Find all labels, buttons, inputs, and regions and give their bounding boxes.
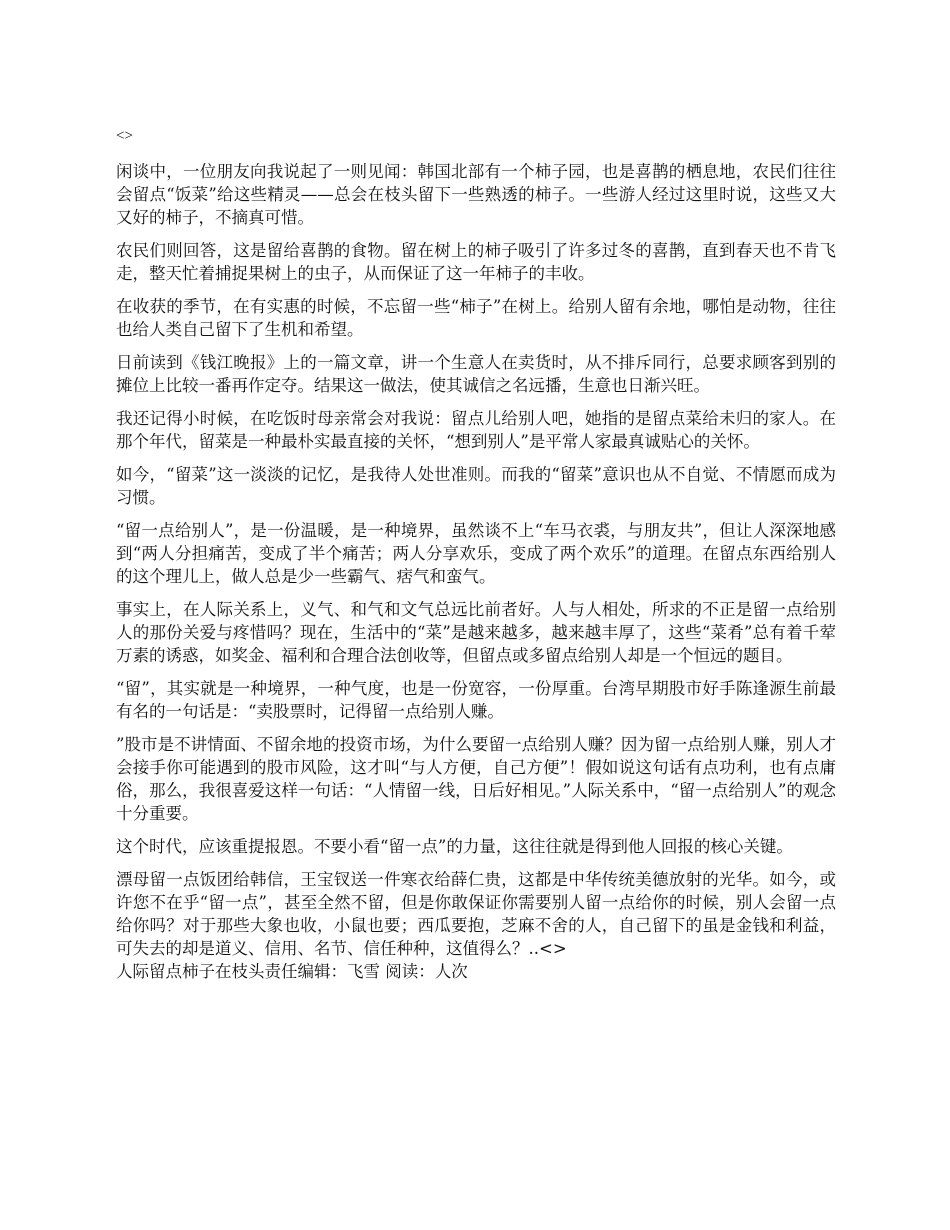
top-marker: <>	[116, 128, 133, 144]
paragraph-9: “留”，其实就是一种境界，一种气度，也是一份宽容，一份厚重。台湾早期股市好手陈逢源生前最有名的一句话是：“卖股票时，记得留一点给别人赚。	[116, 679, 836, 721]
paragraph-2: 农民们则回答，这是留给喜鹊的食物。留在树上的柿子吸引了许多过冬的喜鹊，直到春天也不肯飞走，整天忙着捕捉果树上的虫子，从而保证了这一年柿子的丰收。	[116, 241, 836, 283]
paragraph-8: 事实上，在人际关系上，义气、和气和文气总远比前者好。人与人相处，所求的不正是留一点给别人的那份关爱与疼惜吗？现在，生活中的“菜”是越来越多，越来越丰厚了，这些“菜肴”总有着千荤万素的诱惑，如奖金、福利和合理合法创收等，但留点或多留点给别人却是一个恒远的题目。	[116, 600, 836, 665]
paragraph-4: 日前读到《钱江晚报》上的一篇文章，讲一个生意人在卖货时，从不排斥同行，总要求顾客到别的摊位上比较一番再作定夺。结果这一做法，使其诚信之名远播，生意也日渐兴旺。	[116, 353, 836, 395]
paragraph-1: 闲谈中，一位朋友向我说起了一则见闻：韩国北部有一个柿子园，也是喜鹊的栖息地，农民们往往会留点“饭菜”给这些精灵——总会在枝头留下一些熟透的柿子。一些游人经过这里时说，这些又大又好的柿子，不摘真可惜。	[116, 162, 836, 227]
document-body	[116, 126, 836, 983]
paragraph-7: “留一点给别人”，是一份温暖，是一种境界，虽然谈不上“车马衣裘，与朋友共”，但让人深深地感到“两人分担痛苦，变成了半个痛苦；两人分享欢乐，变成了两个欢乐”的道理。在留点东西给别人的这个理儿上，做人总是少一些霸气、痞气和蛮气。	[116, 521, 836, 586]
paragraph-12: 漂母留一点饭团给韩信，王宝钗送一件寒衣给薛仁贵，这都是中华传统美德放射的光华。如今，或许您不在乎“留一点”，甚至全然不留，但是你敢保证你需要别人留一点给你的时候，别人会留一点给你吗？对于那些大象也收，小鼠也要；西瓜要抱，芝麻不舍的人，自己留下的虽是金钱和利益，可失去的却是道义、信用、名节、信任种种，这值得么？..<>	[116, 870, 836, 958]
paragraph-6: 如今，“留菜”这一淡淡的记忆，是我待人处世准则。而我的“留菜”意识也从不自觉、不情愿而成为习惯。	[116, 465, 836, 507]
paragraph-11: 这个时代，应该重提报恩。不要小看“留一点”的力量，这往往就是得到他人回报的核心关键。	[116, 837, 793, 856]
paragraph-5: 我还记得小时候，在吃饭时母亲常会对我说：留点儿给别人吧，她指的是留点菜给未归的家人。在那个年代，留菜是一种最朴实最直接的关怀，“想到别人”是平常人家最真诚贴心的关怀。	[116, 409, 836, 451]
paragraph-3: 在收获的季节，在有实惠的时候，不忘留一些“柿子”在树上。给别人留有余地，哪怕是动物，往往也给人类自己留下了生机和希望。	[116, 297, 836, 339]
footer-line: 人际留点柿子在枝头责任编辑：飞雪 阅读：人次	[116, 962, 468, 981]
paragraph-10: ”股市是不讲情面、不留余地的投资市场，为什么要留一点给别人赚？因为留一点给别人赚，别人才会接手你可能遇到的股市风险，这才叫“与人方便，自己方便”！假如说这句话有点功利，也有点庸俗，那么，我很喜爱这样一句话：“人情留一线，日后好相见。”人际关系中，“留一点给别人”的观念十分重要。	[116, 735, 836, 823]
